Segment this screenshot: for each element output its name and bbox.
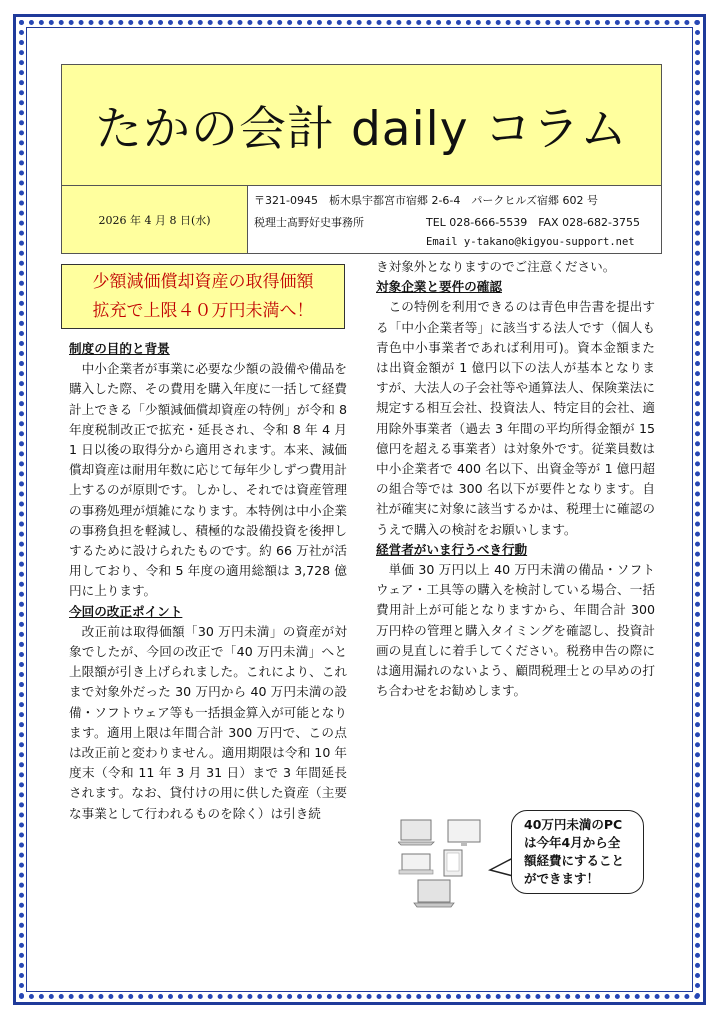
office-email: Email y-takano@kigyou-support.net	[426, 236, 635, 248]
tablet-icon	[444, 850, 462, 876]
masthead	[61, 64, 662, 254]
section-body: 中小企業者が事業に必要な少額の設備や備品を購入した際、その費用を購入年度に一括して経費計上できる「少額減価償却資産の特例」が令和 8 年度税制改正で拡充・延長され、令和 8 年 4 月 1 日以後の取得分から適用されます。本来、減価償却資産は耐用年数に応じて毎年少しずつ費用計上するのが原則です。しかし、それでは資産管理の事務処理が煩雑になります。本特例は中小企業の事務負担を軽減し、積極的な設備投資を後押しするために設けられたものです。約 66 万社が活用しており、令和 5 年度の適用総額は 3,728 億円に上ります。	[69, 361, 347, 599]
section-body: 単価 30 万円以上 40 万円未満の備品・ソフトウェア・工具等の購入を検討している場合、一括費用計上が可能となりますから、年間合計 300 万円枠の管理と購入タイミングを確認し、投資計画の見直しに着手してください。税務申告の際には適用漏れのないよう、顧問税理士との早めの打ち合わせをお勧めします。	[376, 562, 655, 699]
article-right-column	[376, 257, 655, 701]
office-address: 〒321-0945 栃木県宇都宮市宿郷 2-6-4 パークヒルズ宿郷 602 号	[254, 194, 599, 207]
article-headline	[61, 264, 345, 329]
office-tel-fax: TEL 028-666-5539 FAX 028-682-3755	[426, 216, 641, 229]
section-heading: 制度の目的と背景	[69, 341, 170, 356]
section-body: この特例を利用できるのは青色申告書を提出する「中小企業者等」に該当する法人です（個人も青色中小事業者であれば利用可)。資本金額または出資金額が 1 億円以下の法人が基本となりますが、大法人の子会社等や通算法人、保険業法に規定する相互会社、投資法人、特定目的会社、適用除外事業者（過去 3 年間の平均所得金額が 15 億円を超える事業者）は対象外です。従業員数は中小企業者で 400 名以下、出資金等が 1 億円超の組合等では 300 名以下が要件となります。自社が確実に対象に該当するかは、税理士に確認のうえで購入の検討をお願いします。	[376, 299, 655, 537]
bubble-line-1: 40万円未満のPC	[524, 817, 623, 832]
desktop-icon	[399, 854, 433, 874]
bubble-line-4: ができます！	[524, 871, 600, 886]
issue-date: 2026 年 4 月 8 日(水)	[62, 186, 248, 253]
devices-illustration	[398, 818, 488, 913]
office-name: 税理士髙野好史事務所	[254, 216, 364, 229]
page-title: たかの会計 daily コラム	[95, 101, 628, 157]
article-left-column	[69, 339, 347, 824]
laptop-icon	[398, 820, 434, 845]
bubble-line-2: は今年4月から全	[524, 835, 621, 850]
section-heading: 対象企業と要件の確認	[376, 279, 502, 295]
speech-bubble	[511, 810, 644, 894]
headline-line-1: 少額減価償却資産の取得価額	[92, 272, 314, 292]
section-body: 改正前は取得価額「30 万円未満」の資産が対象でしたが、今回の改正で「40 万円未満」へと上限額が引き上げられました。これにより、これまで対象外だった 30 万円から 40 万円未満の設備・ソフトウェア等も一括損金算入が可能となります。適用上限は年間合計 300 万円で、この点は改正前と変わりません。適用期限は令和 10 年度末（令和 11 年 3 月 31 日）まで 3 年間延長されます。なお、貸付けの用に供した資産（主要な事業として行われるものを除く）は引き続	[69, 623, 347, 821]
section-heading: 経営者がいま行うべき行動	[376, 541, 528, 557]
notebook-icon	[414, 880, 454, 907]
section-body: き対象外となりますのでご注意ください。	[376, 259, 616, 274]
monitor-icon	[448, 820, 480, 846]
headline-line-2: 拡充で上限４０万円未満へ！	[92, 301, 314, 321]
bubble-line-3: 額経費にすること	[524, 853, 625, 868]
section-heading: 今回の改正ポイント	[69, 603, 183, 619]
office-info	[248, 186, 661, 253]
title-box	[62, 65, 661, 186]
